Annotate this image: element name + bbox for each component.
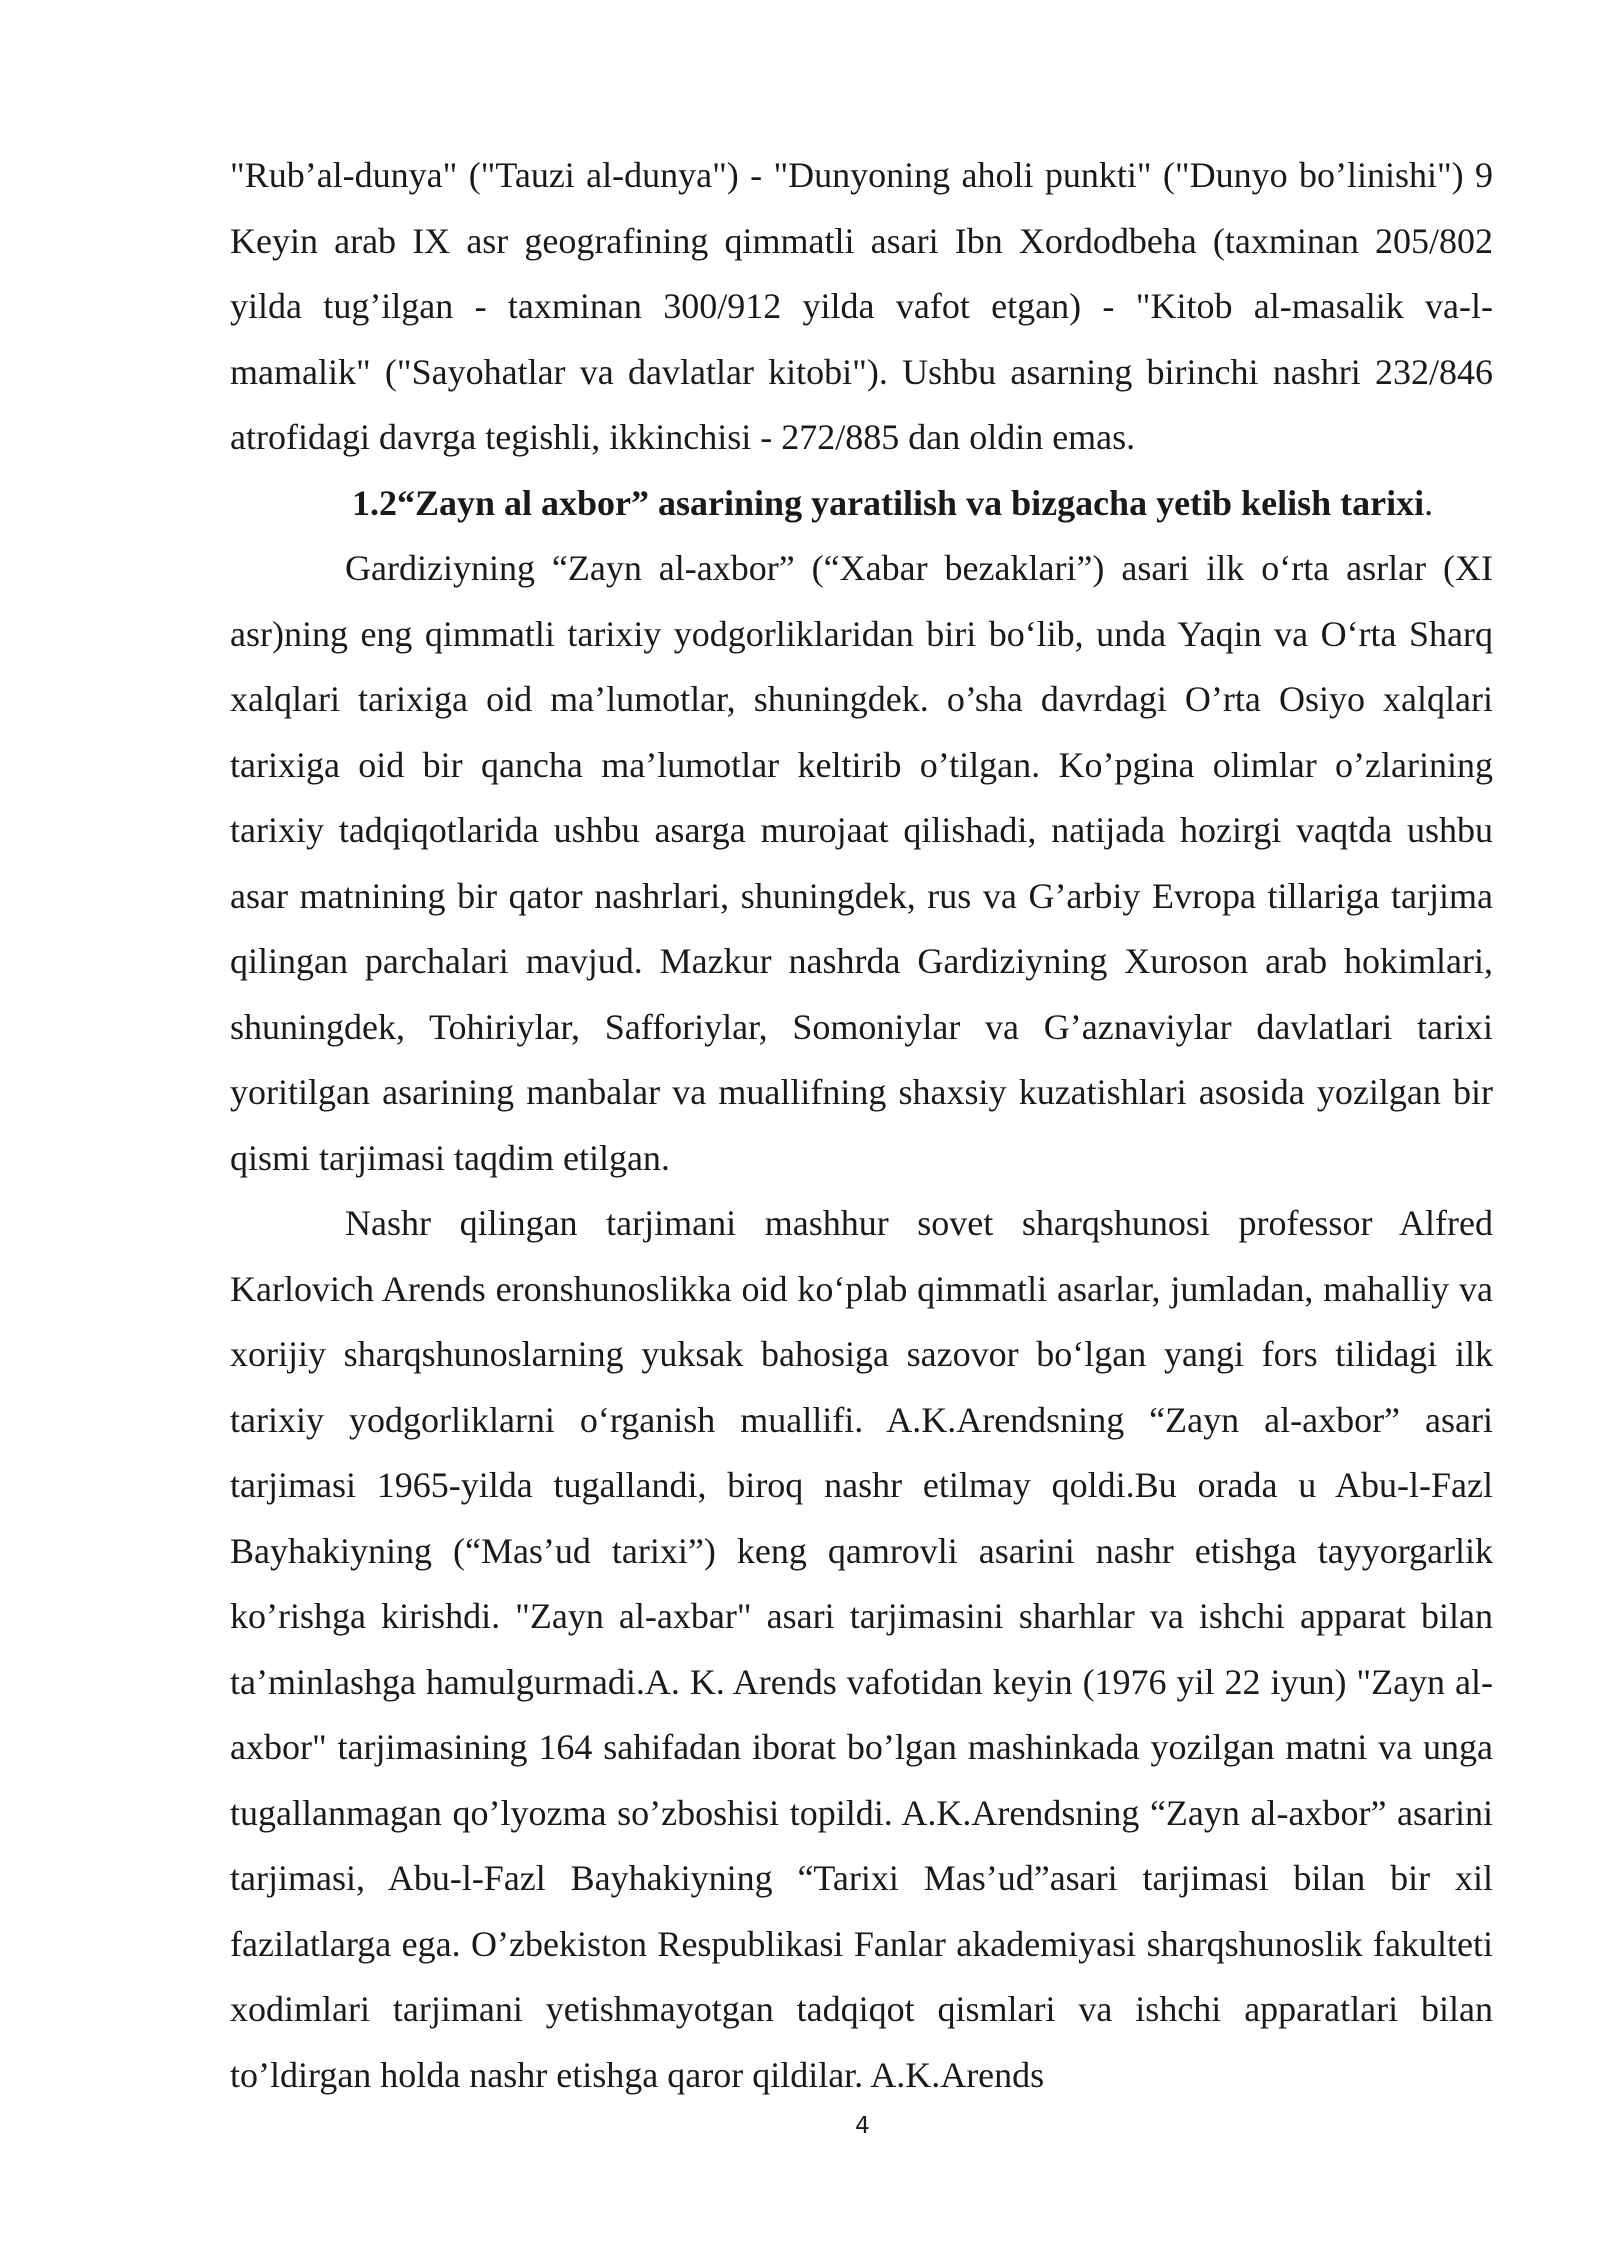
section-heading — [230, 471, 1493, 537]
body-text — [230, 143, 1493, 2108]
paragraph-gardiziy: Gardiziyning “Zayn al-axbor” (“Xabar bezaklari”) asari ilk o‘rta asrlar (XI asr)ning eng qimmatli tarixiy yodgorliklaridan biri bo‘lib, unda Yaqin va O‘rta Sharq xalqlari tarixiga oid ma’lumotlar, shuningdek. o’sha davrdagi O’rta Osiyo xalqlari tarixiga oid bir qancha ma’lumotlar keltirib o’tilgan. Ko’pgina olimlar o’zlarining tarixiy tadqiqotlarida ushbu asarga murojaat qilishadi, natijada hozirgi vaqtda ushbu asar matnining bir qator nashrlari, shuningdek, rus va G’arbiy Evropa tillariga tarjima qilingan parchalari mavjud. Mazkur nashrda Gardiziyning Xuroson arab hokimlari, shuningdek, Tohiriylar, Safforiylar, Somoniylar va G’aznaviylar davlatlari tarixi yoritilgan asarining manbalar va muallifning shaxsiy kuzatishlari asosida yozilgan bir qismi tarjimasi taqdim etilgan. — [230, 548, 1493, 1178]
paragraph-arends: Nashr qilingan tarjimani mashhur sovet sharqshunosi professor Alfred Karlovich Arends eronshunoslikka oid ko‘plab qimmatli asarlar, jumladan, mahalliy va xorijiy sharqshunoslarning yuksak bahosiga sazovor bo‘lgan yangi fors tilidagi ilk tarixiy yodgorliklarni o‘rganish muallifi. A.K.Arendsning “Zayn al-axbor” asari tarjimasi 1965-yilda tugallandi, biroq nashr etilmay qoldi.Bu orada u Abu-l-Fazl Bayhakiyning (“Mas’ud tarixi”) keng qamrovli asarini nashr etishga tayyorgarlik ko’rishga kirishdi. "Zayn al-axbar" asari tarjimasini sharhlar va ishchi apparat bilan ta’minlashga hamulgurmadi.A. K. Arends vafotidan keyin (1976 yil 22 iyun) "Zayn al-axbor" tarjimasining 164 sahifadan iborat bo’lgan mashinkada yozilgan matni va unga tugallanmagan qo’lyozma so’zboshisi topildi. A.K.Arendsning “Zayn al-axbor” asarini tarjimasi, Abu-l-Fazl Bayhakiyning “Tarixi Mas’ud”asari tarjimasi bilan bir xil fazilatlarga ega. O’zbekiston Respublikasi Fanlar akademiyasi sharqshunoslik fakulteti xodimlari tarjimani yetishmayotgan tadqiqot qismlari va ishchi apparatlari bilan to’ldirgan holda nashr etishga qaror qildilar. A.K.Arends — [230, 1203, 1493, 2095]
section-heading-title: 1.2“Zayn al axbor” asarining yaratilish va bizgacha yetib kelish tarixi — [352, 482, 1425, 523]
page-number: 4 — [855, 2113, 870, 2139]
paragraph-intro: "Rub’al-dunya" ("Tauzi al-dunya") - "Dunyoning aholi punkti" ("Dunyo bo’linishi") 9 Keyin arab IX asr geografining qimmatli asari Ibn Xordodbeha (taxminan 205/802 yilda tug’ilgan - taxminan 300/912 yilda vafot etgan) - "Kitob al-masalik va-l-mamalik" ("Sayohatlar va davlatlar kitobi"). Ushbu asarning birinchi nashri 232/846 atrofidagi davrga tegishli, ikkinchisi - 272/885 dan oldin emas. — [230, 155, 1493, 457]
section-heading-period: . — [1424, 482, 1434, 523]
